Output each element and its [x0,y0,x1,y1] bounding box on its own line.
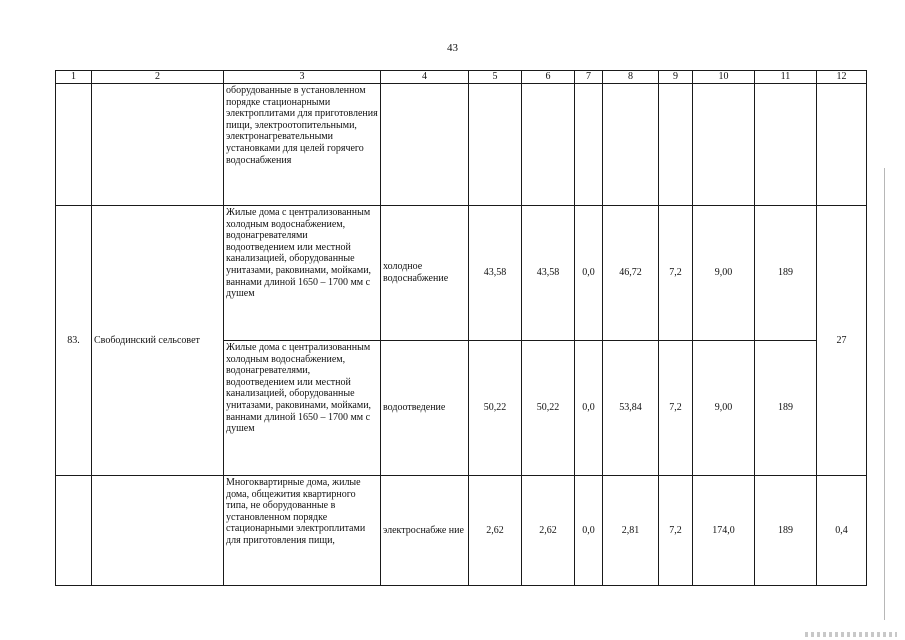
value-cell: 0,0 [575,341,603,476]
service-type: водоотведение [381,341,469,476]
value-cell: 2,81 [603,476,659,586]
value-cell: 9,00 [693,341,755,476]
service-type: холодное водоснабжение [381,206,469,341]
cell-empty [92,84,224,206]
column-header: 12 [817,71,867,84]
value-cell: 174,0 [693,476,755,586]
column-header: 10 [693,71,755,84]
column-header: 1 [56,71,92,84]
value-cell: 50,22 [522,341,575,476]
column-header: 6 [522,71,575,84]
column-header: 2 [92,71,224,84]
cell-empty [693,84,755,206]
cell-empty [381,84,469,206]
column-header: 11 [755,71,817,84]
value-cell: 2,62 [522,476,575,586]
column-header: 5 [469,71,522,84]
cell-empty [659,84,693,206]
cell-empty [817,84,867,206]
cell-empty [469,84,522,206]
cell-empty [56,476,92,586]
value-cell: 0,4 [817,476,867,586]
category-description: Многоквартирные дома, жилые дома, общежития квартирного типа, не оборудованные в установленном порядке стационарными электроплитами для приготовления пищи, [224,476,381,586]
tariff-table [55,70,867,586]
value-cell: 2,62 [469,476,522,586]
scan-artifact [805,632,897,637]
cell-empty [92,476,224,586]
table-row-continuation [56,84,867,206]
header-row [56,71,867,84]
value-cell: 9,00 [693,206,755,341]
value-cell: 7,2 [659,206,693,341]
table-row-cold-water [56,206,867,341]
cell-empty [56,84,92,206]
category-description: Жилые дома с централизованным холодным водоснабжением, водонагревателями, водоотведением или местной канализацией, оборудованные унитазами, раковинами, мойками, ваннами длиной 1650 – 1700 мм с душем [224,341,381,476]
cell-empty [755,84,817,206]
value-cell: 189 [755,206,817,341]
cell-empty [603,84,659,206]
table-row-electricity [56,476,867,586]
column-header: 7 [575,71,603,84]
service-type: электроснабже ние [381,476,469,586]
page-number: 43 [447,42,458,54]
value-cell: 50,22 [469,341,522,476]
cell-empty [575,84,603,206]
value-cell: 46,72 [603,206,659,341]
column-header: 8 [603,71,659,84]
value-cell: 189 [755,341,817,476]
column-header: 3 [224,71,381,84]
value-cell: 53,84 [603,341,659,476]
value-cell: 43,58 [522,206,575,341]
scan-margin-line [884,168,885,620]
value-cell: 7,2 [659,476,693,586]
row-number: 83. [56,206,92,476]
value-cell: 0,0 [575,476,603,586]
value-cell: 43,58 [469,206,522,341]
cell-empty [522,84,575,206]
municipality-name: Свободинский сельсовет [92,206,224,476]
category-description: оборудованные в установленном порядке стационарными электроплитами для приготовления пищи, электроотопительными, электронагревательными установками для целей горячего водоснабжения [224,84,381,206]
value-cell: 0,0 [575,206,603,341]
merged-value-cell: 27 [817,206,867,476]
value-cell: 7,2 [659,341,693,476]
column-header: 4 [381,71,469,84]
column-header: 9 [659,71,693,84]
value-cell: 189 [755,476,817,586]
category-description: Жилые дома с централизованным холодным водоснабжением, водонагревателями водоотведением или местной канализацией, оборудованные унитазами, раковинами, мойками, ваннами длиной 1650 – 1700 мм с душем [224,206,381,341]
